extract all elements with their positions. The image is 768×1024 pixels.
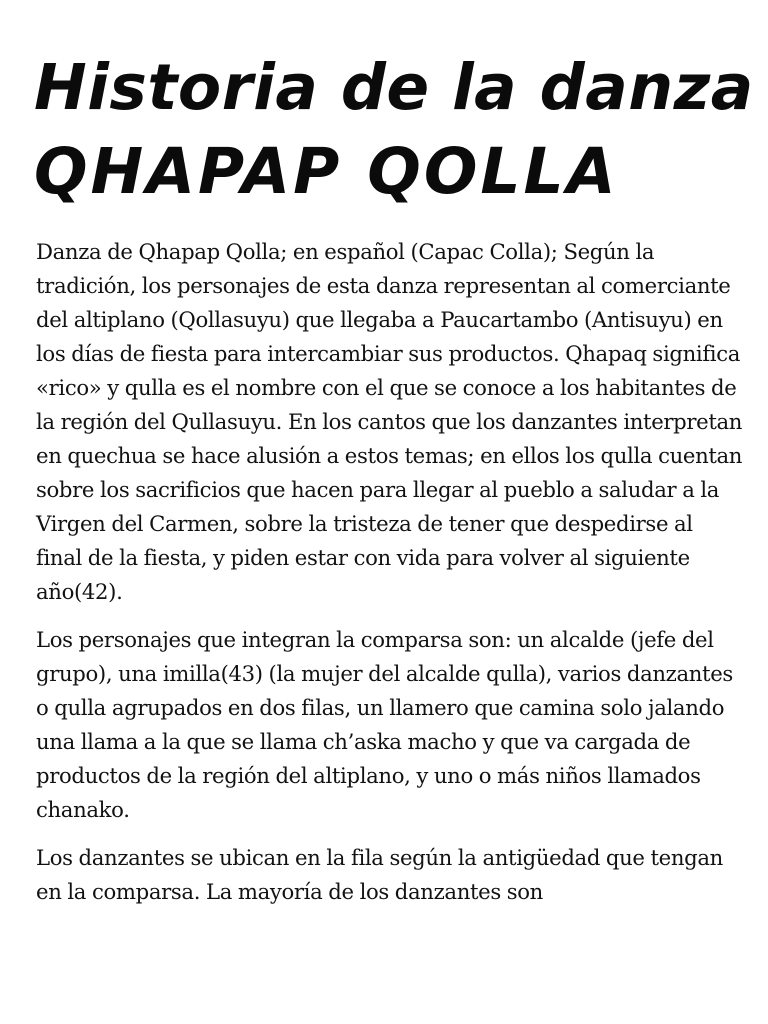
paragraph-intro: Danza de Qhapap Qolla; en español (Capac Colla); Según la tradición, los personajes de esta danza representan al comerciante del altiplano (Qollasuyu) que llegaba a Paucartambo (Antisuyu) en los días de fiesta para intercambiar sus productos. Qhapaq significa «rico» y qulla es el nombre con el que se conoce a los habitantes de la región del Qullasuyu. En los cantos que los danzantes interpretan en quechua se hace alusión a estos temas; en ellos los qulla cuentan sobre los sacrificios que hacen para llegar al pueblo a saludar a la Virgen del Carmen, sobre la tristeza de tener que despedirse al final de la fiesta, y piden estar con vida para volver al siguiente año(42).: [36, 239, 743, 604]
paragraph-dancers: Los danzantes se ubican en la fila según la antigüedad que tengan en la comparsa. La mayoría de los danzantes son: [36, 845, 723, 904]
title-line-2: QHAPAP QOLLA: [34, 135, 619, 208]
article-body: [36, 235, 744, 923]
paragraph-characters: Los personajes que integran la comparsa son: un alcalde (jefe del grupo), una imilla(43) (la mujer del alcalde qulla), varios danzantes o qulla agrupados en dos filas, un llamero que camina solo jalando una llama a la que se llama ch’aska macho y que va cargada de productos de la región del altiplano, y uno o más niños llamados chanako.: [36, 627, 733, 822]
title-line-1: Historia de la danza: [34, 51, 754, 124]
page-title: [34, 46, 754, 214]
